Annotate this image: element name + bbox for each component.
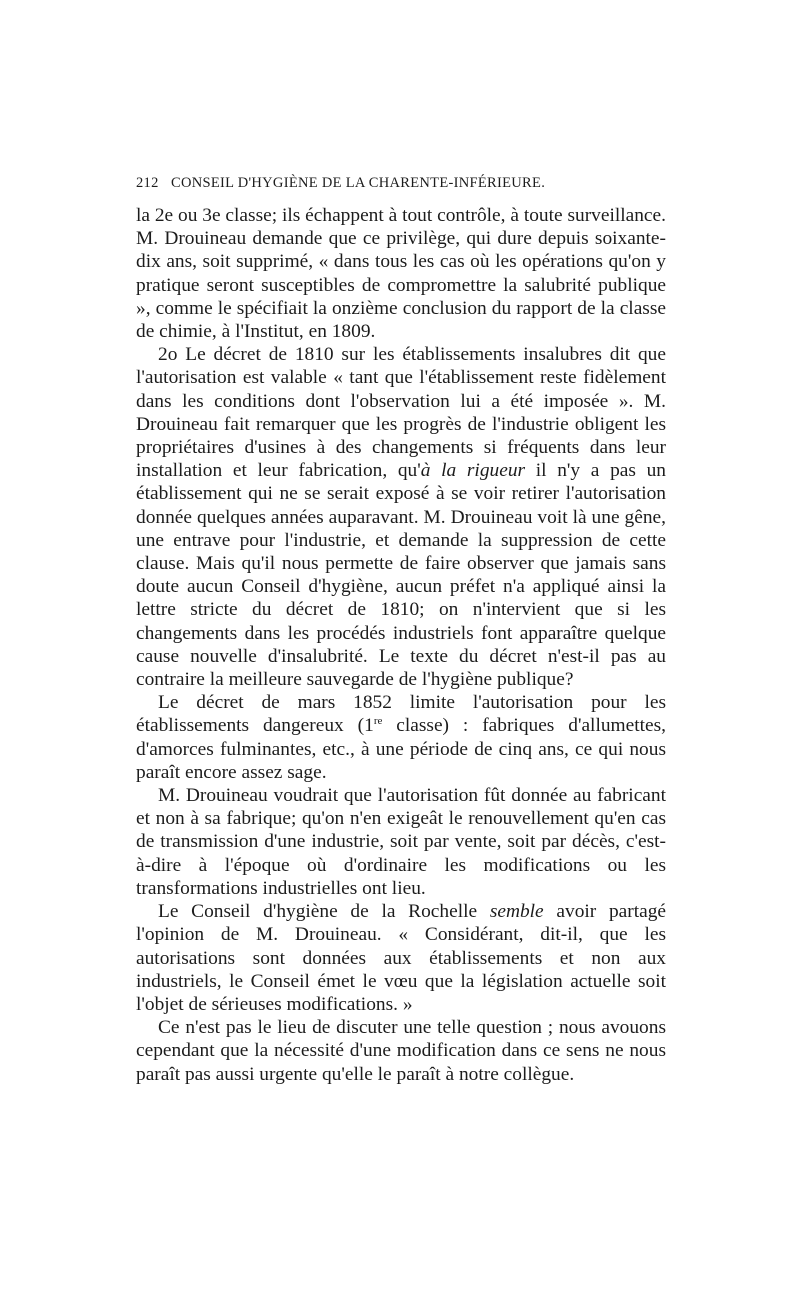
paragraph-3-text-a: Le décret de mars 1852 limite l'autorisation pour les établissements dangereux (1: [136, 692, 666, 737]
paragraph-4: M. Drouineau voudrait que l'autorisation fût donnée au fabricant et non à sa fabrique; qu'on n'en exigeât le renouvellement qu'en cas de transmission d'une industrie, soit par vente, soit par décès, c'est-à-dire à l'époque où d'ordinaire les modifications ou les transformations industrielles ont lieu.: [136, 785, 666, 899]
paragraph-5: [136, 900, 666, 1016]
running-head-title: CONSEIL D'HYGIÈNE DE LA CHARENTE-INFÉRIEURE.: [171, 175, 546, 191]
paragraph-2: [136, 343, 666, 691]
paragraph-2-italic: à la rigueur: [420, 460, 526, 482]
paragraph-5-italic: semble: [489, 901, 544, 923]
paragraph-2-text-a: 2o Le décret de 1810 sur les établissements insalubres dit que l'autorisation est valable « tant que l'établissement reste fidèlement dans les conditions dont l'observation lui a été imposée ». M. Drouineau fait remarquer que les progrès de l'industrie obligent les propriétaires d'usines à des changements si fréquents dans leur installation et leur fabrication, qu': [136, 344, 666, 482]
paragraph-5-text-b: avoir partagé l'opinion de M. Drouineau. « Considérant, dit-il, que les autorisations sont données aux établissements et non aux industriels, le Conseil émet le vœu que la législation actuelle soit l'objet de sérieuses modifications. »: [136, 901, 667, 1015]
paragraph-1: la 2e ou 3e classe; ils échappent à tout contrôle, à toute surveillance. M. Drouineau demande que ce privilège, qui dure depuis soixante-dix ans, soit supprimé, « dans tous les cas où les opérations qu'on y pratique seront susceptibles de compromettre la salubrité publique », comme le spécifiait la onzième conclusion du rapport de la classe de chimie, à l'Institut, en 1809.: [136, 205, 666, 343]
page-number: 212: [136, 175, 159, 191]
paragraph-3-text-b: classe) : fabriques d'allumettes, d'amorces fulminantes, etc., à une période de cinq ans, ce qui nous paraît encore assez sage.: [136, 715, 666, 783]
running-head: [136, 175, 682, 197]
paragraph-6: Ce n'est pas le lieu de discuter une telle question ; nous avouons cependant que la nécessité d'une modification dans ce sens ne nous paraît pas aussi urgente qu'elle le paraît à notre collègue.: [136, 1017, 666, 1085]
body-text: [136, 204, 666, 1086]
paragraph-3-superscript: re: [373, 715, 383, 728]
paragraph-2-text-b: il n'y a pas un établissement qui ne se serait exposé à se voir retirer l'autorisation donnée quelques années auparavant. M. Drouineau voit là une gêne, une entrave pour l'industrie, et demande la suppression de cette clause. Mais qu'il nous permette de faire observer que jamais sans doute aucun Conseil d'hygiène, aucun préfet n'a appliqué ainsi la lettre stricte du décret de 1810; on n'intervient que si les changements dans les procédés industriels font apparaître quelque cause nouvelle d'insalubrité. Le texte du décret n'est-il pas au contraire la meilleure sauvegarde de l'hygiène publique?: [136, 460, 666, 691]
paragraph-5-text-a: Le Conseil d'hygiène de la Rochelle: [158, 901, 490, 923]
paragraph-3: [136, 691, 666, 784]
